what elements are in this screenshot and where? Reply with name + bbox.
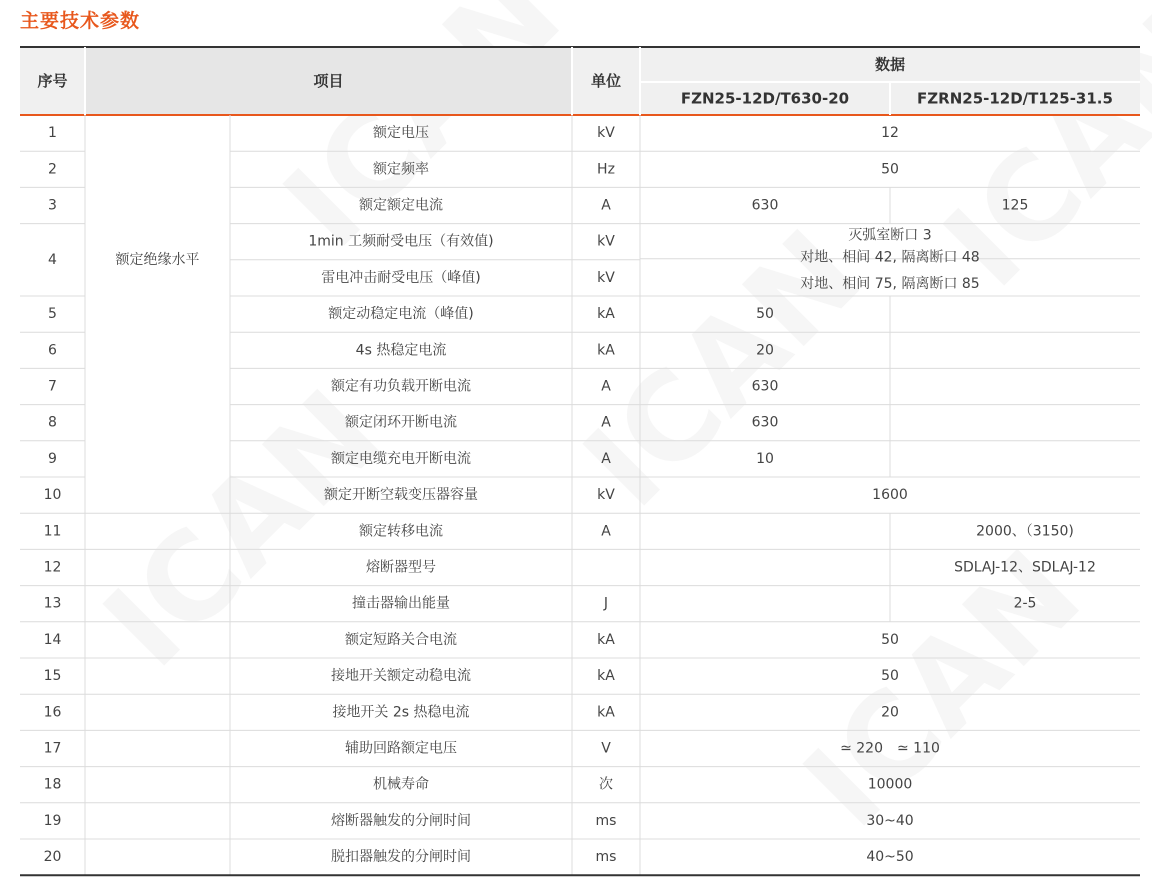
row-value: 50 bbox=[881, 161, 899, 178]
row-item: 额定动稳定电流（峰值) bbox=[328, 306, 474, 323]
row-item: 1min 工频耐受电压（有效值) bbox=[308, 233, 494, 250]
row-item: 额定有功负载开断电流 bbox=[331, 378, 471, 395]
row-no: 9 bbox=[48, 450, 57, 467]
row-item: 辅助回路额定电压 bbox=[345, 740, 457, 757]
row-item: 额定短路关合电流 bbox=[345, 631, 457, 648]
row-value: 40~50 bbox=[866, 849, 914, 866]
row-item: 额定开断空载变压器容量 bbox=[324, 487, 478, 504]
row-no: 19 bbox=[43, 812, 62, 829]
group-label: 额定绝缘水平 bbox=[115, 251, 200, 268]
row-value-a: 50 bbox=[756, 306, 774, 323]
row-value: 灭弧室断口 3 bbox=[848, 227, 932, 244]
row-value-a: 630 bbox=[751, 414, 779, 431]
row-value: 50 bbox=[881, 631, 899, 648]
row-unit: kA bbox=[597, 704, 615, 721]
header-model-b: FZRN25-12D/T125-31.5 bbox=[917, 89, 1113, 108]
row-value-a: 10 bbox=[756, 450, 774, 467]
row-item: 熔断器型号 bbox=[366, 559, 436, 576]
header-model-a: FZN25-12D/T630-20 bbox=[680, 89, 850, 108]
row-no: 4 bbox=[48, 251, 57, 268]
row-no: 14 bbox=[43, 631, 62, 648]
row-unit: A bbox=[601, 414, 611, 431]
row-unit: kV bbox=[597, 487, 615, 504]
row-unit: J bbox=[603, 595, 609, 612]
row-item: 额定转移电流 bbox=[359, 523, 443, 540]
row-no: 11 bbox=[43, 523, 62, 540]
row-value-b: 125 bbox=[1001, 197, 1029, 214]
row-item: 接地开关 2s 热稳电流 bbox=[332, 704, 470, 721]
row-no: 7 bbox=[48, 378, 57, 395]
row-no: 20 bbox=[43, 849, 62, 866]
row-no: 10 bbox=[43, 487, 62, 504]
row-unit: kA bbox=[597, 668, 615, 685]
row-no: 16 bbox=[43, 704, 62, 721]
header-data: 数据 bbox=[874, 55, 906, 74]
row-no: 17 bbox=[43, 740, 62, 757]
row-unit: ms bbox=[595, 849, 617, 866]
row-value: ≃ 220 ≃ 110 bbox=[840, 740, 940, 757]
row-value: 10000 bbox=[867, 776, 913, 793]
row-unit: kA bbox=[597, 342, 615, 359]
header-unit: 单位 bbox=[590, 72, 622, 90]
row-unit: A bbox=[601, 523, 611, 540]
row-item: 额定电缆充电开断电流 bbox=[331, 450, 471, 467]
row-unit: kV bbox=[597, 125, 615, 142]
row-unit: kV bbox=[597, 269, 615, 286]
row-item: 机械寿命 bbox=[373, 776, 429, 793]
row-item: 脱扣器触发的分闸时间 bbox=[331, 849, 471, 866]
row-unit: A bbox=[601, 450, 611, 467]
row-no: 5 bbox=[48, 306, 57, 323]
row-unit: kV bbox=[597, 233, 615, 250]
row-value: 50 bbox=[881, 668, 899, 685]
row-value: 12 bbox=[881, 125, 899, 142]
row-unit: A bbox=[601, 378, 611, 395]
row-item: 4s 热稳定电流 bbox=[355, 342, 447, 359]
row-item: 额定电压 bbox=[373, 125, 429, 142]
row-value-a: 20 bbox=[756, 342, 774, 359]
row-item: 接地开关额定动稳电流 bbox=[331, 668, 471, 685]
row-value: 对地、相间 75, 隔离断口 85 bbox=[800, 276, 980, 292]
row-no: 12 bbox=[43, 559, 62, 576]
row-unit: kA bbox=[597, 631, 615, 648]
page-title: 主要技术参数 bbox=[20, 10, 141, 32]
row-unit: Hz bbox=[597, 161, 615, 178]
row-no: 13 bbox=[43, 595, 62, 612]
row-item: 熔断器触发的分闸时间 bbox=[331, 812, 471, 829]
row-no: 2 bbox=[48, 161, 57, 178]
row-no: 8 bbox=[48, 414, 57, 431]
row-value-b: 2000、（3150) bbox=[976, 523, 1074, 540]
row-value: 对地、相间 42, 隔离断口 48 bbox=[800, 249, 980, 266]
row-value-a: 630 bbox=[751, 378, 779, 395]
row-no: 3 bbox=[48, 197, 57, 214]
row-no: 18 bbox=[43, 776, 62, 793]
row-item: 撞击器输出能量 bbox=[352, 595, 450, 612]
row-item: 额定额定电流 bbox=[359, 197, 443, 214]
row-unit: kA bbox=[597, 306, 615, 323]
row-no: 1 bbox=[48, 125, 57, 142]
row-value: 1600 bbox=[872, 487, 908, 504]
row-no: 6 bbox=[48, 342, 57, 359]
header-no: 序号 bbox=[37, 72, 68, 90]
row-value: 20 bbox=[881, 704, 899, 721]
row-unit: A bbox=[601, 197, 611, 214]
header-item: 项目 bbox=[313, 72, 344, 90]
row-item: 雷电冲击耐受电压（峰值) bbox=[321, 269, 481, 286]
row-unit: ms bbox=[595, 812, 617, 829]
row-item: 额定频率 bbox=[373, 161, 429, 178]
row-value-a: 630 bbox=[751, 197, 779, 214]
row-item: 额定闭环开断电流 bbox=[345, 414, 457, 431]
row-unit: V bbox=[601, 740, 611, 757]
row-value-b: SDLAJ-12、SDLAJ-12 bbox=[954, 559, 1096, 576]
row-unit: 次 bbox=[599, 776, 613, 793]
row-value: 30~40 bbox=[866, 812, 914, 829]
row-value-b: 2-5 bbox=[1013, 595, 1037, 612]
row-no: 15 bbox=[43, 668, 62, 685]
